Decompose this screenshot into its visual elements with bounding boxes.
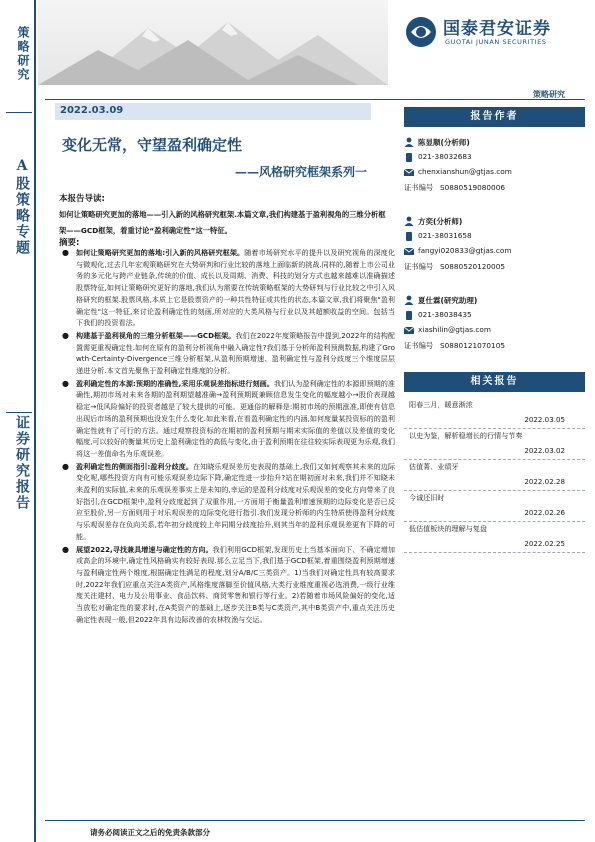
person-icon: [404, 137, 414, 147]
email-icon: [404, 168, 414, 177]
report-title: 变化无常，守望盈利确定性: [62, 136, 243, 154]
bullet-heading: 盈利确定性的侧面指引:盈利分歧度。: [76, 461, 194, 471]
bullet-icon: ●: [62, 330, 69, 340]
email-icon: [404, 247, 414, 256]
abstract-heading: 摘要:: [59, 238, 80, 248]
related-report-item[interactable]: [404, 398, 585, 429]
author-email[interactable]: fangyi020833@gtjas.com: [418, 246, 512, 255]
related-report-item[interactable]: [404, 429, 585, 460]
author-phone: 021-38031658: [418, 231, 472, 240]
related-header: 相关报告: [404, 372, 585, 392]
disclaimer-footer: 请务必阅读正文之后的免责条款部分: [90, 828, 210, 837]
guide-text: 如何让策略研究更加的落地——引入新的风格研究框架.本篇文章,我们构建基于盈利视角的三维分析框架——GCD框架，着重讨论“盈利确定性”这一特征。: [59, 210, 386, 235]
author-email[interactable]: xiashilin@gtjas.com: [418, 325, 491, 334]
bullet-text: 我们在2022年度策略报告中提到,2022年的结构配置需更重视确定性.如何在原有的盈利分析视角中融入确定性?我们基于分析师盈利预测数据,构建了Growth-Certainty-Divergence三维分析框架,从盈利预期增速、盈利确定性与盈利分歧度三个维度层层递进分析.本文首先聚焦于盈利确定性维度的分析。: [76, 330, 395, 376]
sidebar-topic: A股策略专题: [14, 158, 30, 256]
bullet-heading: 如何让策略研究更加的落地:引入新的风格研究框架。: [76, 248, 245, 257]
sidebar-report-type: 证券研究报告: [14, 415, 30, 511]
logo-text-en: GUOTAI JUNAN SECURITIES: [445, 38, 547, 46]
footer-divider: [45, 820, 585, 821]
person-icon: [404, 295, 414, 305]
related-report-title[interactable]: 以史为鉴，解析稳增长的行情与节奏: [409, 431, 523, 440]
author-cert: S0880520120005: [440, 262, 505, 271]
bullet-text: 我们认为盈利确定性的本源即预期的准确性,期初市场对未来各期的盈利期望越准确→盈利预期既兼顾信息发生变化的幅度越小→股价表现越稳定→低风险偏好的投资者越是了较大提供的可能。更通俗的解释是:期初市场的预期涨准,即使有信息出现后市场的盈利预期也没发生什么变化.如此来看,在看盈利确定性的内涵,如何度量某投资标的的盈利确定性就有了可行的方法。通过观察投资标的在期初的盈利预期与期末实际值的差值以及差值的变化幅度,可以较好的衡量其历史上盈利确定性的高低与变化,由于盈利预期在往往较实际表现更为乐观,我们将这一差值命名为乐观误差。: [76, 378, 396, 458]
related-report-title[interactable]: 低估值板块的理解与复盘: [409, 524, 488, 533]
related-report-date: 2022.02.26: [524, 508, 565, 517]
report-date: 2022.03.09: [60, 105, 124, 116]
phone-icon: [404, 153, 414, 162]
author-name: 夏仕霖(研究助理): [418, 296, 478, 305]
bullet-icon: ●: [62, 378, 69, 388]
author-card: [404, 212, 585, 291]
author-cert-label: 证书编号: [404, 262, 434, 271]
author-phone: 021-38032683: [418, 152, 472, 161]
logo-text-cn: 国泰君安证券: [443, 19, 551, 39]
related-report-title[interactable]: 今诚还旧时: [409, 493, 445, 502]
sidebar-divider: [6, 112, 32, 113]
list-item: [59, 461, 395, 543]
related-report-date: 2022.03.05: [524, 415, 565, 424]
author-phone: 021-38038435: [418, 310, 472, 319]
header-divider: [45, 99, 585, 100]
related-report-date: 2022.03.02: [524, 446, 565, 455]
related-report-title[interactable]: 阳春三月，暖意渐浓: [409, 400, 473, 409]
bullet-text: 在知晓乐观误差历史表现的基础上,我们又如何观察其未来的边际变化呢,哪些投资方向有可能乐观误差边际下降,确定性进一步抬升?站在期初面对未来,我们并不知晓未来盈利的实际值,未来的乐观误差事实上是未知的,幸运的是盈利分歧度对乐观误差的变化方向带来了良好指引,在GCD框架中,盈利分歧度起到了双重作用,一方面用于衡量盈利增速预期的边际变化是否已反应至股价,另一方面则用于对乐观误差的边际变化进行指引.我们发现分析师的内生特质使得盈利分歧度与乐观误差存在负向关系,若年初分歧度较上年同期分歧度抬升,则其当年的盈利乐观误差更有下降的可能。: [76, 461, 395, 541]
bullet-icon: ●: [62, 248, 69, 257]
person-icon: [404, 216, 414, 226]
mountain-graphic: [38, 0, 388, 85]
header-banner: [38, 0, 388, 85]
bullet-text: 我们利用GCD框架,发现历史上当基本面向下、不确定增加或高企的环境中,确定性风格确实有较好表现.那么立足当下,我们基于GCD框架,着重围绕盈利预期增速与盈利确定性两个维度,根据确定性满足的程度,划分A/B/C三类资产。1)当我们对确定性具有较高要求时,2022年我们应重点关注A类资产,风格维度落脚至价值风格,大类行业维度重视必选消费,一级行业维度关注建材、电力及公用事业、食品饮料、商贸零售和银行等行业。2)若随着市场风险偏好的变化,适当放松对确定性的要求时,在A类资产的基础上,逐步关注B类与C类资产,其中B类资产中,重点关注历史确定性表现一般,但2022年具有边际改善的农林牧渔与交运。: [76, 544, 395, 624]
left-sidebar: [0, 0, 38, 842]
bullet-icon: ●: [62, 461, 69, 471]
bullet-icon: ●: [62, 544, 69, 554]
related-report-date: 2022.02.25: [524, 539, 565, 548]
sidebar-strip: [34, 0, 36, 842]
abstract-list: [59, 247, 395, 627]
list-item: [59, 378, 395, 460]
authors-header: 报告作者: [404, 107, 585, 127]
bullet-heading: 构建基于盈利视角的三维分析框架——GCD框架。: [76, 330, 236, 340]
author-card: [404, 291, 585, 370]
author-name: 陈显顺(分析师): [418, 138, 470, 147]
list-item: [59, 544, 395, 626]
author-cert: S0880121070105: [440, 341, 505, 350]
section-tag: 策略研究: [533, 90, 565, 99]
report-subtitle: ——风格研究框架系列一: [234, 165, 367, 179]
bullet-heading: 盈利确定性的本源:预期的准确性,采用乐观误差指标进行刻画。: [76, 378, 274, 388]
right-column: [404, 107, 585, 553]
phone-icon: [404, 311, 414, 320]
related-report-title[interactable]: 估值菁、业绩牙: [409, 462, 459, 471]
phone-icon: [404, 232, 414, 241]
author-cert-label: 证书编号: [404, 183, 434, 192]
related-report-item[interactable]: [404, 460, 585, 491]
divider: [404, 552, 585, 553]
list-item: [59, 330, 395, 377]
author-email[interactable]: chenxianshun@gtjas.com: [418, 167, 512, 176]
related-list: [404, 398, 585, 553]
related-report-date: 2022.02.28: [524, 477, 565, 486]
related-report-item[interactable]: [404, 522, 585, 553]
bullet-text: 随着市场研究水平的提升以及研究视角的深度化与微观化,过去几年宏观策略研究在大势研判和行业比较的落地上面临新的挑战.同样的,随着上市公司业务的多元化与跨产业链条,传统的价值、成长以及周期、消费、科技的划分方式也越来越难以准确描述股票特征,如何让策略研究更好的落地,我们认为需要在传统策略框架的大势研判与行业比较之中引入风格研究的框架.股票风格,本质上它是股票资产的一种共性特征或共性的状态,本篇文章,我们将聚焦"盈利确定性"这一特征,来讨论盈利确定性的刻画,所对应的大类风格与行业以及其超额收益的空间。包括当下我们的投资看法。: [76, 248, 396, 328]
bullet-heading: 展望2022,寻找兼具增速与确定性的方向。: [76, 544, 213, 554]
email-icon: [404, 326, 414, 335]
company-logo: [405, 14, 590, 58]
sidebar-category: 策略研究: [16, 26, 30, 82]
author-cert-label: 证书编号: [404, 341, 434, 350]
related-report-item[interactable]: [404, 491, 585, 522]
author-card: [404, 133, 585, 212]
author-name: 方奕(分析师): [418, 217, 463, 226]
sidebar-divider: [6, 412, 32, 413]
author-cert: S0880519080006: [440, 183, 505, 192]
logo-emblem-icon: [405, 16, 437, 48]
guide-heading: 本报告导读:: [59, 194, 105, 204]
list-item: [59, 247, 395, 329]
